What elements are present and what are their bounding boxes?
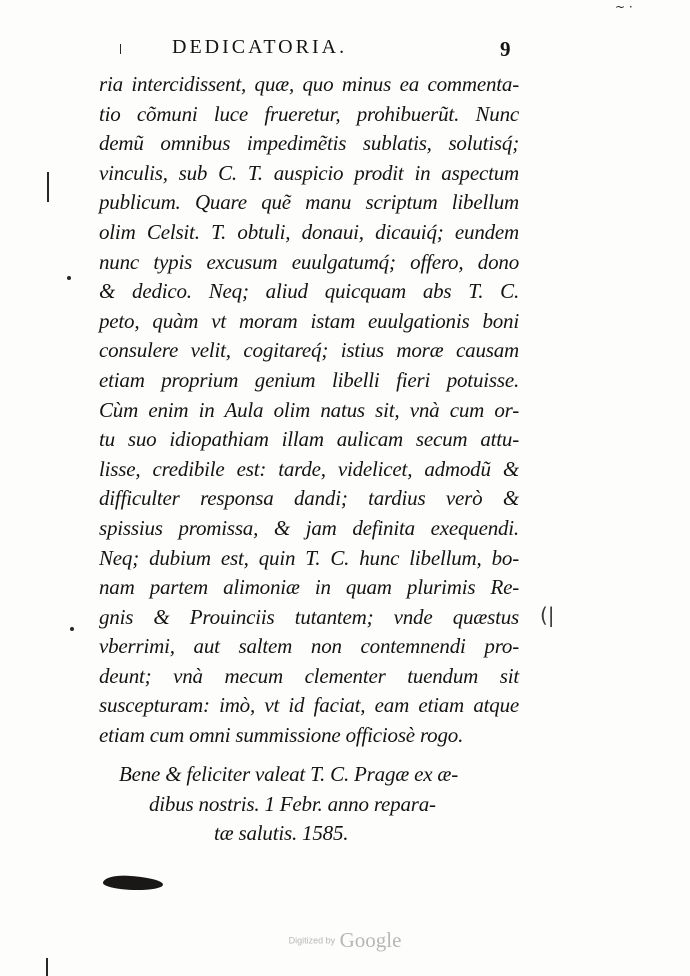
running-title: DEDICATORIA. [172, 36, 348, 58]
text-line: peto, quàm vt moram istam euulgationis boni [99, 308, 519, 333]
text-line: Cùm enim in Aula olim natus sit, vnà cum or- [99, 397, 519, 422]
text-line: ria intercidissent, quæ, quo minus ea commenta- [99, 72, 519, 96]
margin-mark [47, 172, 49, 202]
text-line: etiam cum omni summissione officiosè rogo. [99, 723, 464, 748]
digitized-watermark [0, 928, 690, 953]
text-line: nunc typis excusum euulgatumq́; offero, dono [99, 249, 519, 274]
dedication-body [99, 70, 519, 751]
margin-dot [70, 627, 74, 631]
text-line: nam partem alimoniæ in quam plurimis Re- [99, 575, 519, 600]
text-line: vinculis, sub C. T. auspicio prodit in aspectum [99, 160, 519, 185]
closing-line: tæ salutis. 1585. [214, 821, 349, 846]
google-logo: Google [339, 928, 402, 952]
text-line: etiam proprium genium libelli fieri potuisse. [99, 367, 519, 392]
ink-smudge [103, 874, 164, 891]
margin-dot [67, 276, 71, 280]
closing-line: Bene & feliciter valeat T. C. Pragæ ex æ- [119, 762, 458, 786]
digitized-prefix: Digitized by [288, 935, 336, 946]
text-line: Neq; dubium est, quin T. C. hunc libellum, bo- [99, 545, 519, 570]
text-line: & dedico. Neq; aliud quicquam abs T. C. [99, 279, 519, 304]
page-number: 9 [500, 37, 511, 61]
text-line: publicum. Quare quẽ manu scriptum libellum [99, 190, 519, 215]
text-line: spissius promissa, & jam definita exequendi. [99, 515, 519, 540]
text-line: suscepturam: imò, vt id faciat, eam etiam atque [99, 693, 519, 718]
text-line: lisse, credibile est: tarde, videlicet, admodũ & [99, 456, 519, 481]
text-line: consulere velit, cogitareq́; istius moræ causam [99, 338, 519, 363]
margin-mark [46, 958, 48, 976]
corner-scan-mark: ~ · [615, 0, 633, 14]
text-line: vberrimi, aut saltem non contemnendi pro- [99, 634, 519, 659]
text-line: olim Celsit. T. obtuli, donaui, dicauiq́; eundem [99, 219, 519, 244]
closing-line: dibus nostris. 1 Febr. anno repara- [149, 791, 436, 816]
text-line: deunt; vnà mecum clementer tuendum sit [99, 663, 519, 688]
text-line: difficulter responsa dandi; tardius verò & [99, 486, 519, 511]
text-line: tio cõmuni luce frueretur, prohibuerũt. Nunc [99, 101, 519, 126]
text-line: tu suo idiopathiam illam aulicam secum attu- [99, 427, 519, 452]
text-line: demũ omnibus impedimẽtis sublatis, solutisq́; [99, 131, 519, 156]
closing-salutation [99, 760, 519, 849]
text-line: gnis & Prouinciis tutantem; vnde quæstus [99, 604, 519, 629]
margin-paren-mark: (| [540, 603, 555, 627]
margin-mark [120, 44, 121, 54]
